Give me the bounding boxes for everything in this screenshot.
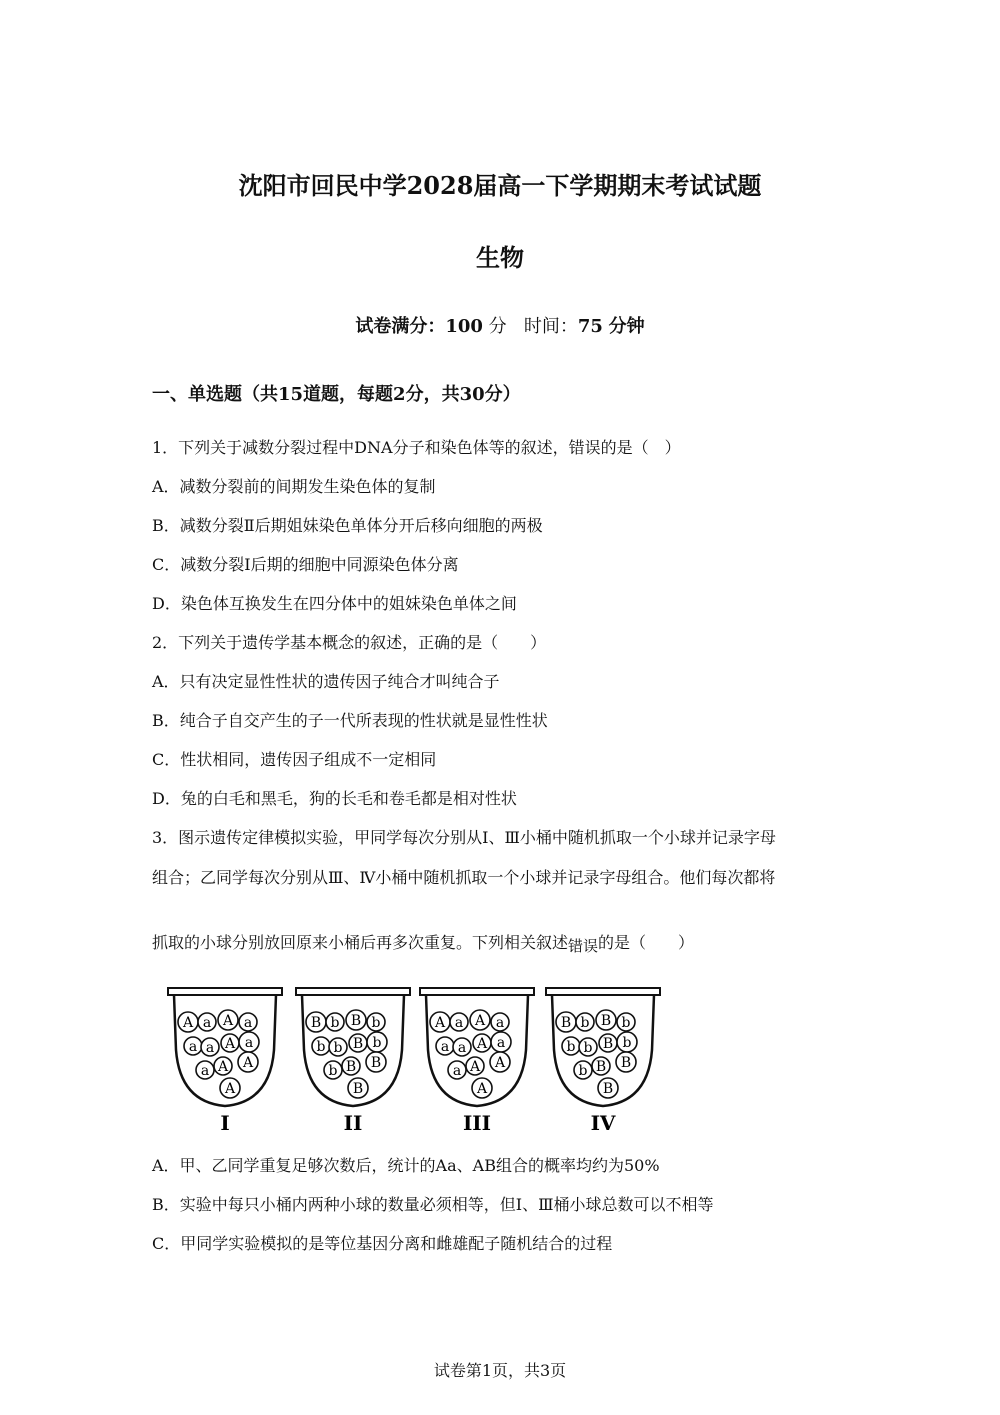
ball-B <box>596 1010 616 1030</box>
svg-text:b: b <box>328 1063 338 1079</box>
emphasis-wrong: 错误 <box>568 937 599 955</box>
bucket-rim <box>420 988 534 995</box>
svg-text:A: A <box>476 1081 488 1097</box>
svg-text:A: A <box>182 1015 194 1031</box>
ball-A <box>470 1010 490 1030</box>
bucket-rim <box>546 988 660 995</box>
bucket-figure <box>160 980 680 1135</box>
ball-A <box>466 1057 484 1075</box>
svg-text:B: B <box>620 1055 632 1071</box>
bucket-iv <box>546 988 660 1135</box>
ball-a <box>239 1013 257 1031</box>
svg-text:B: B <box>370 1055 382 1071</box>
svg-text:B: B <box>600 1013 612 1029</box>
bucket-rim <box>296 988 410 995</box>
svg-text:a: a <box>440 1039 450 1055</box>
question-3-stem-line-1: 3．图示遗传定律模拟实验，甲同学每次分别从Ⅰ、Ⅲ小桶中随机抓取一个小球并记录字母 <box>152 828 776 847</box>
ball-b <box>574 1061 592 1079</box>
question-1-option-d: D．染色体互换发生在四分体中的姐妹染色单体之间 <box>152 594 517 613</box>
ball-A <box>221 1034 239 1052</box>
bucket-rim <box>168 988 282 995</box>
svg-text:b: b <box>330 1015 340 1031</box>
ball-a <box>491 1032 511 1052</box>
svg-text:A: A <box>494 1055 506 1071</box>
question-1-option-b: B．减数分裂Ⅱ后期姐妹染色单体分开后移向细胞的两极 <box>152 516 543 535</box>
svg-text:A: A <box>469 1059 481 1075</box>
svg-text:b: b <box>333 1040 343 1056</box>
ball-b <box>617 1013 635 1031</box>
svg-text:B: B <box>602 1036 614 1052</box>
ball-b <box>329 1038 347 1056</box>
ball-B <box>348 1078 368 1098</box>
question-2-option-c: C．性状相同，遗传因子组成不一定相同 <box>152 750 437 769</box>
ball-B <box>306 1012 326 1032</box>
ball-A <box>473 1034 491 1052</box>
svg-text:B: B <box>560 1015 572 1031</box>
svg-text:B: B <box>352 1036 364 1052</box>
svg-text:a: a <box>205 1040 215 1056</box>
svg-text:A: A <box>434 1015 446 1031</box>
bucket-iii <box>420 988 534 1135</box>
svg-text:a: a <box>496 1035 506 1051</box>
svg-text:b: b <box>578 1063 588 1079</box>
ball-b <box>326 1013 344 1031</box>
svg-text:a: a <box>243 1015 253 1031</box>
ball-a <box>436 1037 454 1055</box>
score-value: 100 <box>445 316 483 337</box>
ball-B <box>346 1010 366 1030</box>
ball-a <box>448 1061 466 1079</box>
section-heading: 一、单选题（共15道题，每题2分，共30分） <box>152 384 521 405</box>
question-3-stem-line-3 <box>152 933 694 953</box>
svg-text:B: B <box>352 1081 364 1097</box>
svg-text:B: B <box>350 1013 362 1029</box>
bucket-label: I <box>220 1111 230 1135</box>
svg-text:A: A <box>217 1059 229 1075</box>
ball-A <box>238 1052 258 1072</box>
svg-text:b: b <box>371 1015 381 1031</box>
time-label: 时间： <box>523 316 578 337</box>
svg-text:B: B <box>595 1059 607 1075</box>
ball-b <box>576 1013 594 1031</box>
svg-text:a: a <box>452 1063 462 1079</box>
ball-a <box>450 1013 468 1031</box>
svg-text:b: b <box>372 1035 382 1051</box>
svg-text:b: b <box>580 1015 590 1031</box>
svg-text:b: b <box>566 1039 576 1055</box>
ball-A <box>178 1012 198 1032</box>
ball-A <box>220 1078 240 1098</box>
bucket-ii <box>296 988 410 1135</box>
ball-b <box>562 1037 580 1055</box>
question-3-option-a: A．甲、乙同学重复足够次数后，统计的Aa、AB组合的概率均约为50% <box>152 1156 660 1175</box>
ball-a <box>239 1032 259 1052</box>
svg-text:B: B <box>602 1081 614 1097</box>
question-1-option-c: C．减数分裂Ⅰ后期的细胞中同源染色体分离 <box>152 555 459 574</box>
ball-b <box>579 1038 597 1056</box>
subject-title: 生物 <box>476 243 524 272</box>
ball-A <box>218 1010 238 1030</box>
svg-text:b: b <box>622 1035 632 1051</box>
ball-a <box>201 1038 219 1056</box>
svg-text:A: A <box>476 1036 488 1052</box>
question-2-stem: 2．下列关于遗传学基本概念的叙述，正确的是（ ） <box>152 633 547 652</box>
ball-B <box>342 1057 360 1075</box>
question-3-option-c: C．甲同学实验模拟的是等位基因分离和雌雄配子随机结合的过程 <box>152 1234 613 1253</box>
bucket-label: IV <box>590 1111 616 1135</box>
bucket-label: II <box>343 1111 363 1135</box>
question-3-stem-line-2: 组合；乙同学每次分别从Ⅲ、Ⅳ小桶中随机抓取一个小球并记录字母组合。他们每次都将 <box>152 868 776 887</box>
ball-B <box>599 1034 617 1052</box>
question-2-option-b: B．纯合子自交产生的子一代所表现的性状就是显性性状 <box>152 711 548 730</box>
question-1-stem: 1．下列关于减数分裂过程中DNA分子和染色体等的叙述，错误的是（ ） <box>152 438 681 457</box>
ball-b <box>617 1032 637 1052</box>
svg-text:a: a <box>454 1015 464 1031</box>
ball-a <box>184 1037 202 1055</box>
ball-B <box>366 1052 386 1072</box>
ball-b <box>312 1037 330 1055</box>
svg-text:a: a <box>495 1015 505 1031</box>
ball-a <box>491 1013 509 1031</box>
question-3-stem-end: 的是（ ） <box>598 933 695 952</box>
svg-text:B: B <box>310 1015 322 1031</box>
ball-B <box>598 1078 618 1098</box>
svg-text:A: A <box>242 1055 254 1071</box>
page-title: 沈阳市回民中学2028届高一下学期期末考试试题 <box>238 171 762 200</box>
exam-meta <box>0 316 1000 338</box>
ball-B <box>616 1052 636 1072</box>
question-1-option-a: A．减数分裂前的间期发生染色体的复制 <box>152 477 436 496</box>
ball-A <box>214 1057 232 1075</box>
ball-A <box>490 1052 510 1072</box>
svg-text:a: a <box>202 1015 212 1031</box>
ball-a <box>198 1013 216 1031</box>
svg-text:a: a <box>200 1063 210 1079</box>
svg-text:A: A <box>224 1081 236 1097</box>
svg-text:A: A <box>222 1013 234 1029</box>
question-3-option-b: B．实验中每只小桶内两种小球的数量必须相等，但Ⅰ、Ⅲ桶小球总数可以不相等 <box>152 1195 714 1214</box>
ball-a <box>453 1038 471 1056</box>
svg-text:b: b <box>621 1015 631 1031</box>
svg-text:b: b <box>316 1039 326 1055</box>
ball-a <box>196 1061 214 1079</box>
bucket-i <box>168 988 282 1135</box>
time-value: 75 <box>577 316 603 337</box>
ball-B <box>556 1012 576 1032</box>
svg-text:b: b <box>583 1040 593 1056</box>
ball-A <box>430 1012 450 1032</box>
svg-text:A: A <box>224 1036 236 1052</box>
ball-B <box>592 1057 610 1075</box>
ball-b <box>367 1032 387 1052</box>
score-label: 试卷满分： <box>355 316 446 337</box>
ball-A <box>472 1078 492 1098</box>
ball-b <box>324 1061 342 1079</box>
question-2-option-a: A．只有决定显性性状的遗传因子纯合才叫纯合子 <box>152 672 500 691</box>
bucket-label: III <box>462 1111 492 1135</box>
svg-text:a: a <box>244 1035 254 1051</box>
score-unit: 分 <box>488 316 507 337</box>
page-footer: 试卷第1页，共3页 <box>433 1361 567 1380</box>
svg-text:a: a <box>457 1040 467 1056</box>
svg-text:B: B <box>345 1059 357 1075</box>
ball-b <box>367 1013 385 1031</box>
svg-text:A: A <box>474 1013 486 1029</box>
question-3-stem-text: 抓取的小球分别放回原来小桶后再多次重复。下列相关叙述 <box>152 933 569 952</box>
time-unit: 分钟 <box>608 316 645 337</box>
svg-text:a: a <box>188 1039 198 1055</box>
ball-B <box>349 1034 367 1052</box>
question-2-option-d: D．兔的白毛和黑毛，狗的长毛和卷毛都是相对性状 <box>152 789 517 808</box>
